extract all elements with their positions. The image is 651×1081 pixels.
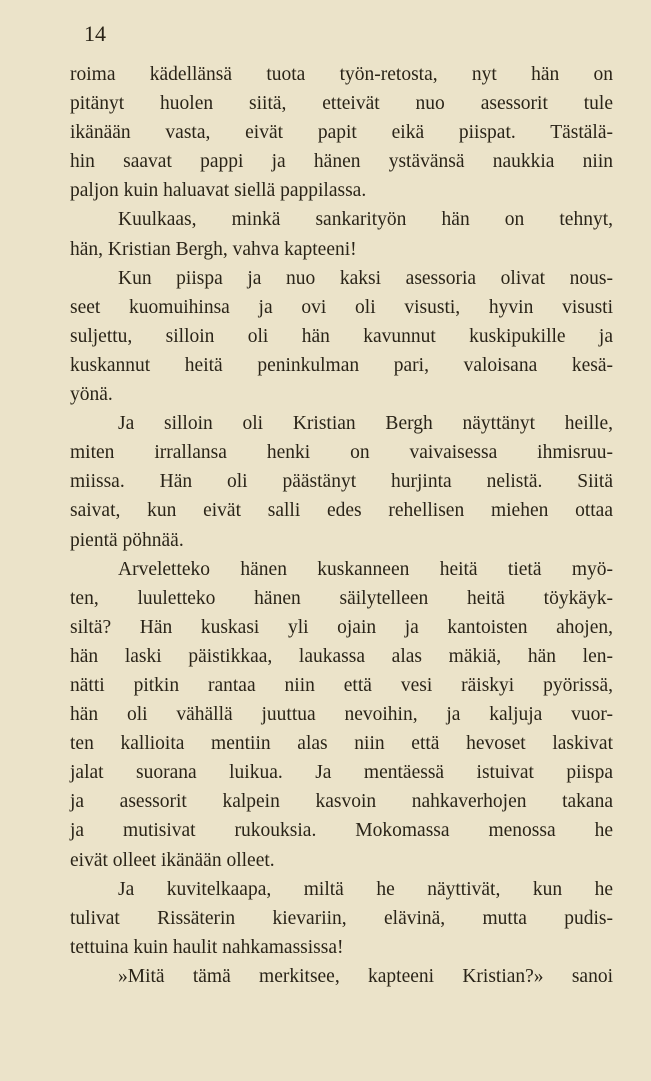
text-line: miten irrallansa henki on vaivaisessa ihmisruu- — [70, 442, 613, 464]
text-line: Ja kuvitelkaapa, miltä he näyttivät, kun he — [118, 878, 613, 900]
text-line: »Mitä tämä merkitsee, kapteeni Kristian?» sanoi — [118, 965, 613, 987]
text-line: Kun piispa ja nuo kaksi asessoria olivat nous- — [118, 267, 613, 289]
text-line: hän laski päistikkaa, laukassa alas mäkiä, hän len- — [70, 645, 613, 667]
text-line: jalat suorana luikua. Ja mentäessä istuivat piispa — [70, 762, 613, 784]
text-line: ten kallioita mentiin alas niin että hevoset laskivat — [70, 733, 613, 755]
text-line: nätti pitkin rantaa niin että vesi räiskyi pyörissä, — [70, 674, 613, 696]
text-line: eivät olleet ikänään olleet. — [70, 849, 275, 871]
body-text — [70, 60, 613, 991]
text-line: miissa. Hän oli päästänyt hurjinta nelistä. Siitä — [70, 471, 613, 493]
text-line: ja mutisivat rukouksia. Mokomassa menossa he — [70, 820, 613, 842]
text-line: kuskannut heitä peninkulman pari, valoisana kesä- — [70, 354, 613, 376]
text-line: tulivat Rissäterin kievariin, elävinä, mutta pudis- — [70, 907, 613, 929]
text-line: pientä pöhnää. — [70, 529, 184, 551]
text-line: ja asessorit kalpein kasvoin nahkaverhojen takana — [70, 791, 613, 813]
text-line: yönä. — [70, 384, 113, 406]
text-line: siltä? Hän kuskasi yli ojain ja kantoisten ahojen, — [70, 616, 613, 638]
text-line: Arveletteko hänen kuskanneen heitä tietä myö- — [118, 558, 613, 580]
text-line: ten, luuletteko hänen säilytelleen heitä töykäyk- — [70, 587, 613, 609]
text-line: hän, Kristian Bergh, vahva kapteeni! — [70, 238, 357, 260]
text-line: pitänyt huolen siitä, etteivät nuo asessorit tule — [70, 93, 613, 115]
text-line: paljon kuin haluavat siellä pappilassa. — [70, 180, 367, 202]
text-line: Kuulkaas, minkä sankarityön hän on tehnyt, — [118, 209, 613, 231]
text-line: saivat, kun eivät salli edes rehellisen miehen ottaa — [70, 500, 613, 522]
text-line: ikänään vasta, eivät papit eikä piispat. Tästälä- — [70, 122, 613, 144]
text-line: roima kädellänsä tuota työn-retosta, nyt hän on — [70, 64, 613, 85]
text-line: tettuina kuin haulit nahkamassissa! — [70, 936, 344, 958]
text-line: Ja silloin oli Kristian Bergh näyttänyt heille, — [118, 413, 613, 435]
text-line: suljettu, silloin oli hän kavunnut kuskipukille ja — [70, 325, 613, 347]
text-line: hin saavat pappi ja hänen ystävänsä naukkia niin — [70, 151, 613, 173]
page-number: 14 — [84, 21, 106, 46]
text-line: hän oli vähällä juuttua nevoihin, ja kaljuja vuor- — [70, 704, 613, 726]
text-line: seet kuomuihinsa ja ovi oli visusti, hyvin visusti — [70, 296, 613, 318]
